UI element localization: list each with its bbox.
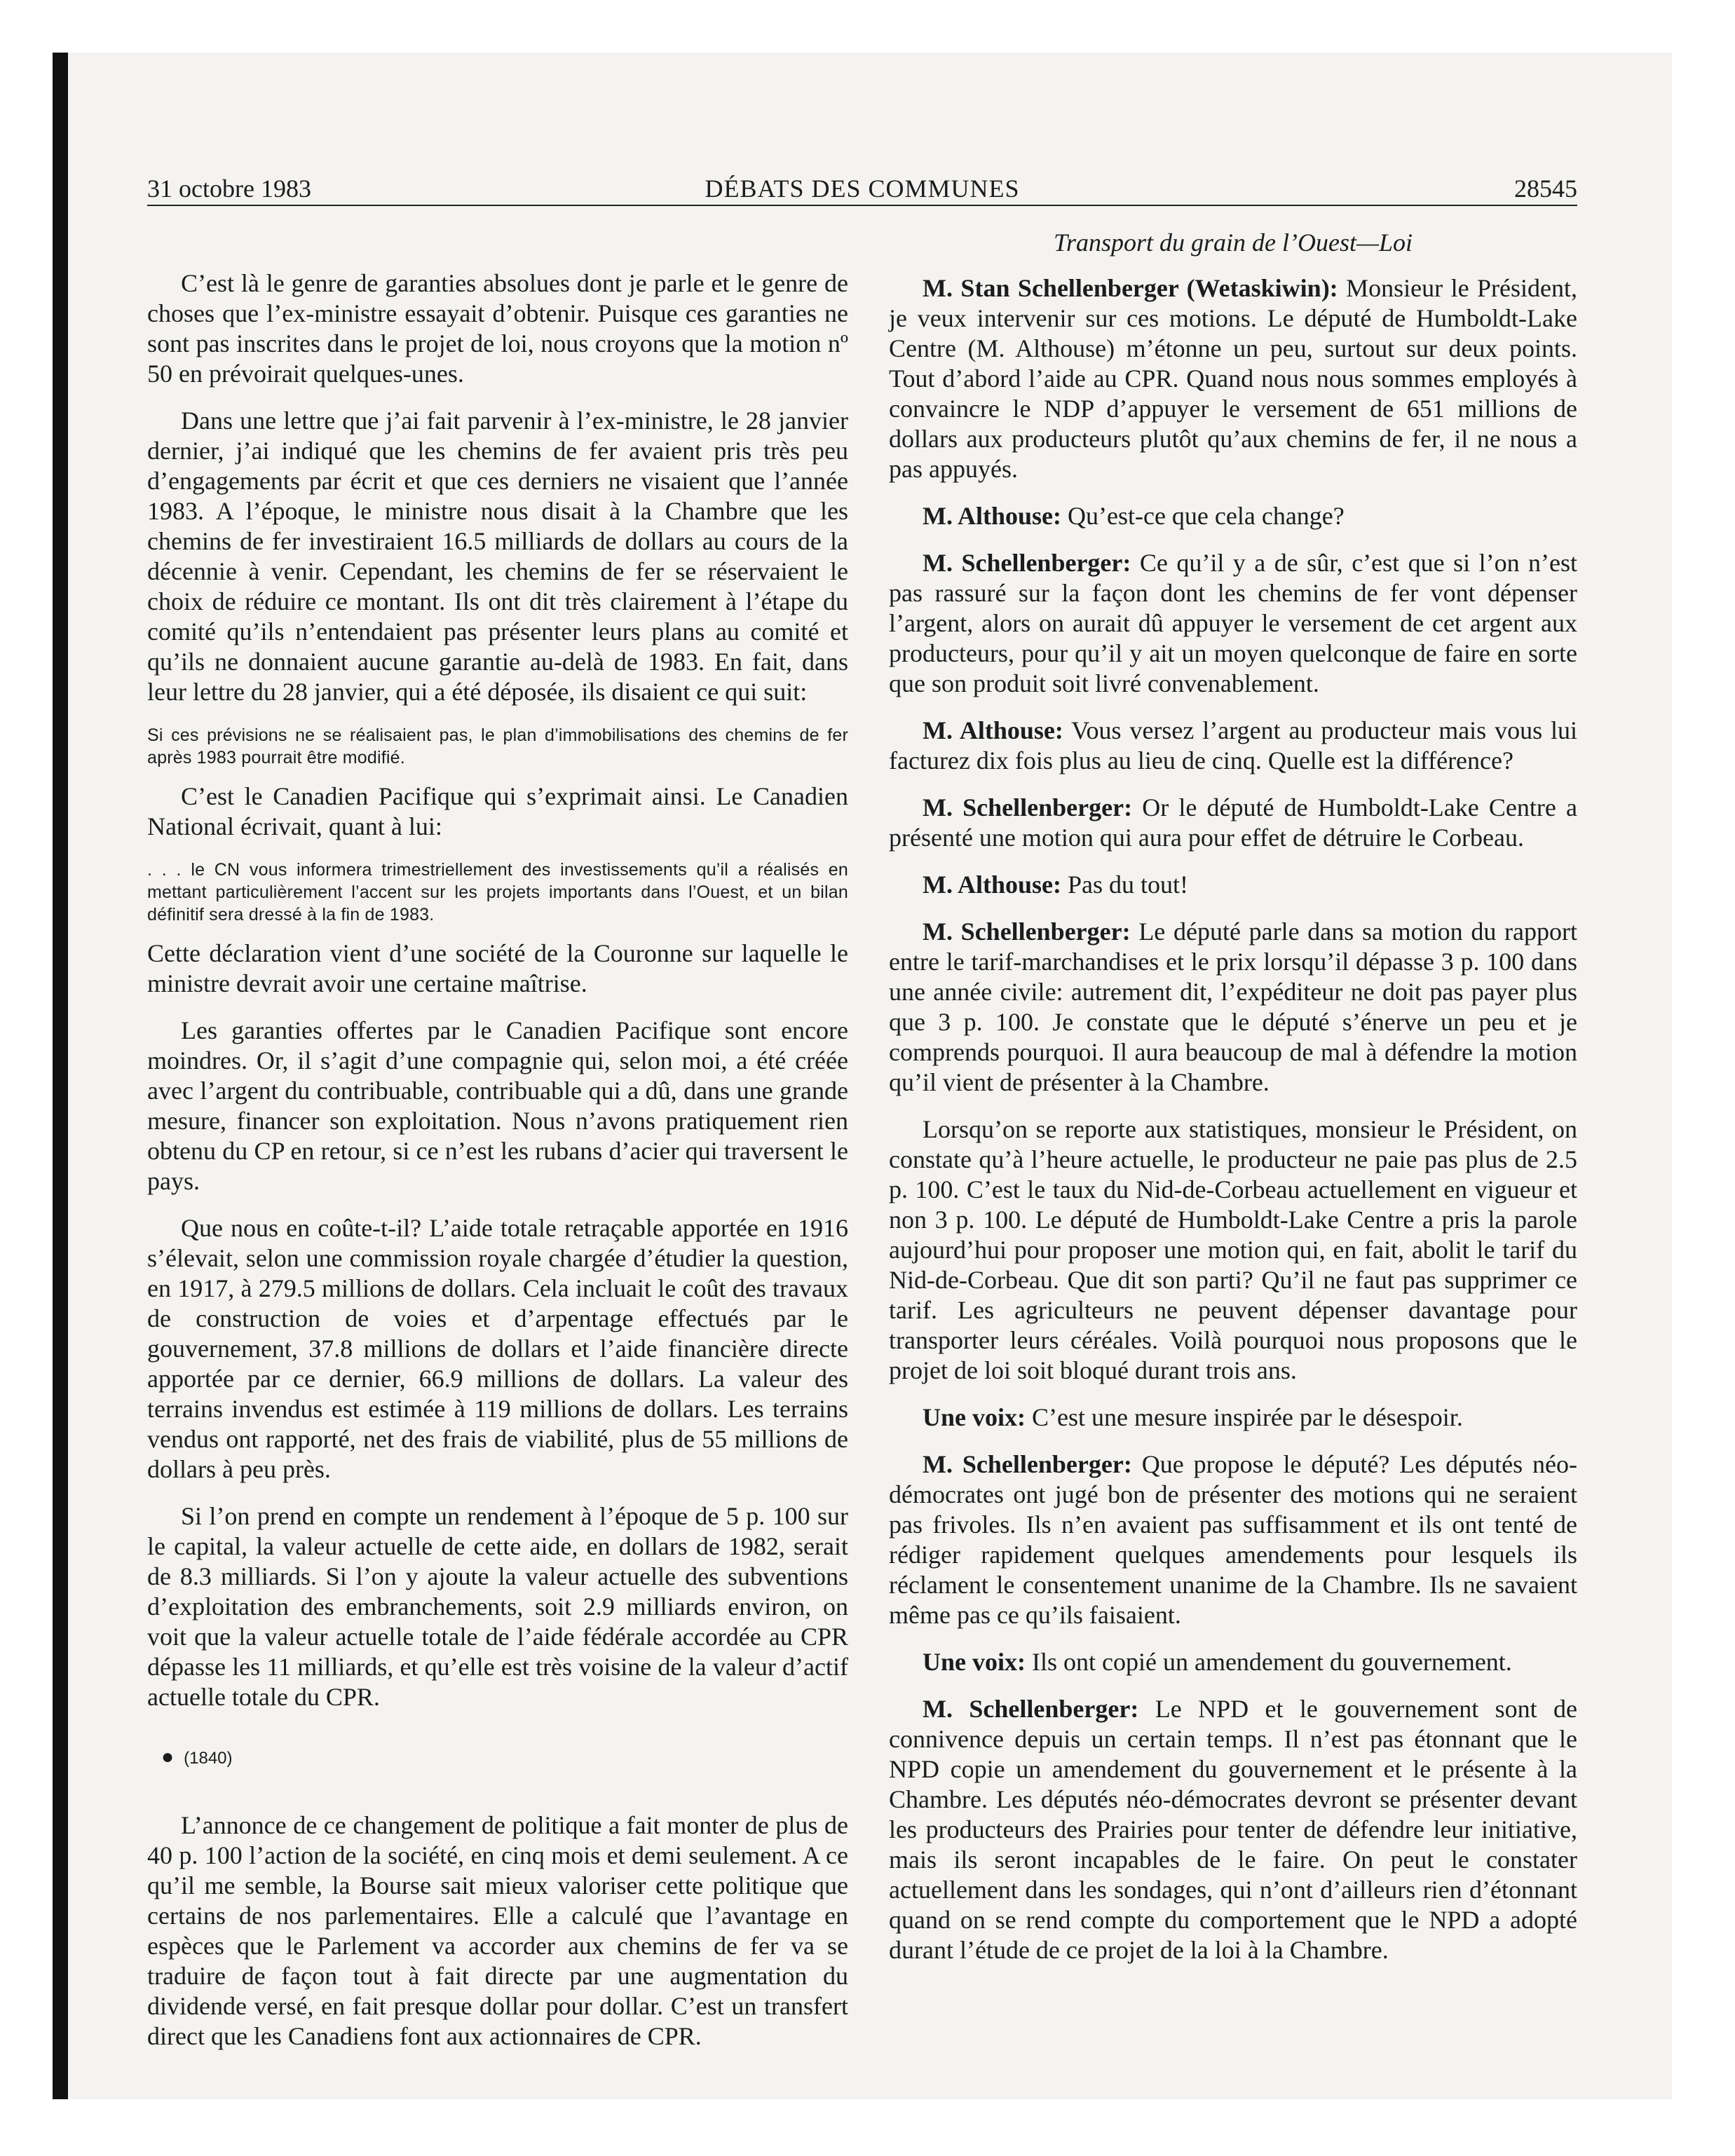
speaker-name: M. Schellenberger:: [923, 1695, 1139, 1723]
speech: [889, 1114, 1577, 1386]
speaker-name: M. Stan Schellenberger (Wetaskiwin):: [923, 274, 1338, 302]
speech-text: Le député parle dans sa motion du rapport entre le tarif-marchandises et le prix lorsqu’il dépasse 3 p. 100 dans une année civile: autrement dit, l’expéditeur ne doit pas payer plus que 3 p. 100. Je constate que le député s’énerve un peu et je comprends pourquoi. Il aura beaucoup de mal à défendre la motion qu’il vient de présenter à la Chambre.: [889, 917, 1578, 1096]
speech-text: Lorsqu’on se reporte aux statistiques, monsieur le Président, on constate qu’à l’heure actuelle, le producteur ne paie pas plus de 2.5 p. 100. C’est le taux du Nid-de-Corbeau actuellement en vigueur et non 3 p. 100. Le député de Humboldt-Lake Centre a pris la parole aujourd’hui pour proposer une motion qui, en fait, abolit le tarif du Nid-de-Corbeau. Que dit son parti? Qu’il ne faut pas supprimer ce tarif. Les agriculteurs ne peuvent dépenser davantage pour transporter leurs céréales. Voilà pourquoi nous proposons que le projet de loi soit bloqué durant trois ans.: [889, 1115, 1577, 1384]
paragraph: C’est là le genre de garanties absolues dont je parle et le genre de choses que l’ex-ministre essayait d’obtenir. Puisque ces garanties ne sont pas inscrites dans le projet de loi, nous croyons que la motion nº 50 en prévoirait quelques-unes.: [147, 269, 848, 388]
speech-text: C’est une mesure inspirée par le désespoir.: [1032, 1403, 1463, 1431]
speech-text: Or le député de Humboldt-Lake Centre a présenté une motion qui aura pour effet de détruire le Corbeau.: [889, 793, 1578, 852]
speech-text: Vous versez l’argent au producteur mais vous lui facturez dix fois plus au lieu de cinq. Quelle est la différence?: [889, 716, 1577, 775]
block-quote: Si ces prévisions ne se réalisaient pas, le plan d’immobilisations des chemins de fer après 1983 pourrait être modifié.: [147, 725, 848, 767]
speech: [889, 917, 1577, 1098]
speech: [889, 1449, 1577, 1630]
paragraph: Les garanties offertes par le Canadien Pacifique sont encore moindres. Or, il s’agit d’une compagnie qui, selon moi, a été créée avec l’argent du contribuable, contribuable qui a dû, dans une grande mesure, financer son exploitation. Nous n’avons pratiquement rien obtenu du CP en retour, si ce n’est les rubans d’acier qui traversent le pays.: [147, 1016, 848, 1195]
speech: [889, 793, 1577, 853]
paragraph: Cette déclaration vient d’une société de la Couronne sur laquelle le ministre devrait avoir une certaine maîtrise.: [147, 939, 848, 997]
speech-text: Que propose le député? Les députés néo-démocrates ont jugé bon de présenter des motions qui ne seraient pas frivoles. Ils n’en avaient pas suffisamment et ils ont tenté de rédiger rapidement quelques amendements pour lesquels ils réclament le consentement unanime de la Chambre. Ils ne savaient même pas ce qu’ils faisaient.: [889, 1450, 1578, 1629]
speech-text: Monsieur le Président, je veux intervenir sur ces motions. Le député de Humboldt-Lake Centre (M. Althouse) m’étonne un peu, surtout sur deux points. Tout d’abord l’aide au CPR. Quand nous nous sommes employés à convaincre le NDP d’appuyer le versement de 651 millions de dollars aux producteurs plutôt qu’aux chemins de fer, il ne nous a pas appuyés.: [889, 274, 1578, 483]
speaker-name: M. Schellenberger:: [923, 1450, 1132, 1478]
page-number: 28545: [1514, 175, 1577, 203]
speech: [889, 716, 1577, 776]
speech-text: Qu’est-ce que cela change?: [1068, 502, 1345, 530]
speaker-name: M. Schellenberger:: [923, 917, 1131, 946]
speech: [889, 273, 1577, 484]
paragraph: Dans une lettre que j’ai fait parvenir à l’ex-ministre, le 28 janvier dernier, j’ai indiqué que les chemins de fer avaient pris très peu d’engagements par écrit et que ces derniers ne visaient que l’année 1983. A l’époque, le ministre nous disait à la Chambre que les chemins de fer investiraient 16.5 milliards de dollars au cours de la décennie à venir. Cependant, les chemins de fer se réservaient le choix de réduire ce montant. Ils ont dit très clairement à l’étape du comité qu’ils n’entendaient pas présenter leurs plans au comité et qu’ils ne donnaient aucune garantie au-delà de 1983. En fait, dans leur lettre du 28 janvier, qui a été déposée, ils disaient ce qui suit:: [147, 407, 848, 706]
speaker-name: M. Althouse:: [923, 716, 1063, 744]
speaker-name: Une voix:: [923, 1403, 1026, 1431]
block-quote: . . . le CN vous informera trimestriellement des investissements qu’il a réalisés en mettant particulièrement l’accent sur les projets importants dans l’Ouest, et un bilan définitif sera dressé à la fin de 1983.: [147, 860, 848, 925]
paragraph: Si l’on prend en compte un rendement à l’époque de 5 p. 100 sur le capital, la valeur actuelle de cette aide, en dollars de 1982, serait de 8.3 milliards. Si l’on y ajoute la valeur actuelle des subventions d’exploitation des embranchements, soit 2.9 milliards environ, on voit que la valeur actuelle totale de l’aide fédérale accordée au CPR dépasse les 11 milliards, et qu’elle est très voisine de la valeur d’actif actuelle totale du CPR.: [147, 1502, 848, 1711]
speech-text: Pas du tout!: [1068, 871, 1189, 899]
speaker-name: M. Schellenberger:: [923, 793, 1133, 821]
scan-binding-edge: [53, 53, 68, 2099]
speech-text: Le NPD et le gouvernement sont de connivence depuis un certain temps. Il n’est pas étonnant que le NPD copie un amendement du gouvernement et le présente à la Chambre. Les députés néo-démocrates devront se présenter devant les producteurs des Prairies pour tenter de défendre leur initiative, mais ils seront incapables de le faire. On peut le constater actuellement dans les sondages, qui n’ont d’ailleurs rien d’étonnant quand on se rend compte du comportement que le NPD a adopté durant l’étude de ce projet de la loi à la Chambre.: [889, 1695, 1577, 1964]
running-header: [147, 172, 1577, 207]
timestamp-text: (1840): [184, 1749, 233, 1768]
speaker-name: M. Althouse:: [923, 502, 1061, 530]
speaker-name: M. Althouse:: [923, 871, 1061, 899]
speech: [889, 501, 1577, 531]
speech: [889, 1647, 1577, 1677]
header-title: DÉBATS DES COMMUNES: [705, 175, 1020, 203]
left-column: [147, 268, 848, 2068]
speech: [889, 548, 1577, 699]
speaker-name: M. Schellenberger:: [923, 549, 1131, 577]
speech: [889, 1694, 1577, 1965]
right-column: [889, 228, 1577, 1982]
paragraph: C’est le Canadien Pacifique qui s’exprimait ainsi. Le Canadien National écrivait, quant à lui:: [147, 782, 848, 840]
header-rule: [147, 205, 1577, 206]
speech-text: Ils ont copié un amendement du gouvernement.: [1032, 1648, 1512, 1676]
speech: [889, 1403, 1577, 1433]
timestamp: [161, 1743, 848, 1773]
paragraph: Que nous en coûte-t-il? L’aide totale retraçable apportée en 1916 s’élevait, selon une commission royale chargée d’étudier la question, en 1917, à 279.5 millions de dollars. Cela incluait le coût des travaux de construction de voies et d’arpentage effectués par le gouvernement, 37.8 millions de dollars et l’aide financière directe apportée par ce dernier, 66.9 millions de dollars. La valeur des terrains invendus est estimée à 119 millions de dollars. Les terrains vendus ont rapporté, net des frais de viabilité, plus de 55 millions de dollars à peu près.: [147, 1214, 848, 1483]
bullet-icon: ●: [161, 1745, 175, 1768]
speech: [889, 870, 1577, 900]
section-title: Transport du grain de l’Ouest—Loi: [1053, 228, 1413, 257]
speaker-name: Une voix:: [923, 1648, 1026, 1676]
paragraph: L’annonce de ce changement de politique a fait monter de plus de 40 p. 100 l’action de la société, en cinq mois et demi seulement. A ce qu’il me semble, la Bourse sait mieux valoriser cette politique que certains de nos parlementaires. Elle a calculé que l’avantage en espèces que le Parlement va accorder aux chemins de fer va se traduire de façon tout à fait directe par une augmentation du dividende versé, en fait presque dollar pour dollar. C’est un transfert direct que les Canadiens font aux actionnaires de CPR.: [147, 1811, 848, 2050]
header-date: 31 octobre 1983: [147, 175, 311, 203]
speech-text: Ce qu’il y a de sûr, c’est que si l’on n’est pas rassuré sur la façon dont les chemins de fer vont dépenser l’argent, alors on aurait dû appuyer le versement de cet argent aux producteurs, pour qu’il y ait un moyen quelconque de faire en sorte que son produit soit livré convenablement.: [889, 549, 1578, 697]
